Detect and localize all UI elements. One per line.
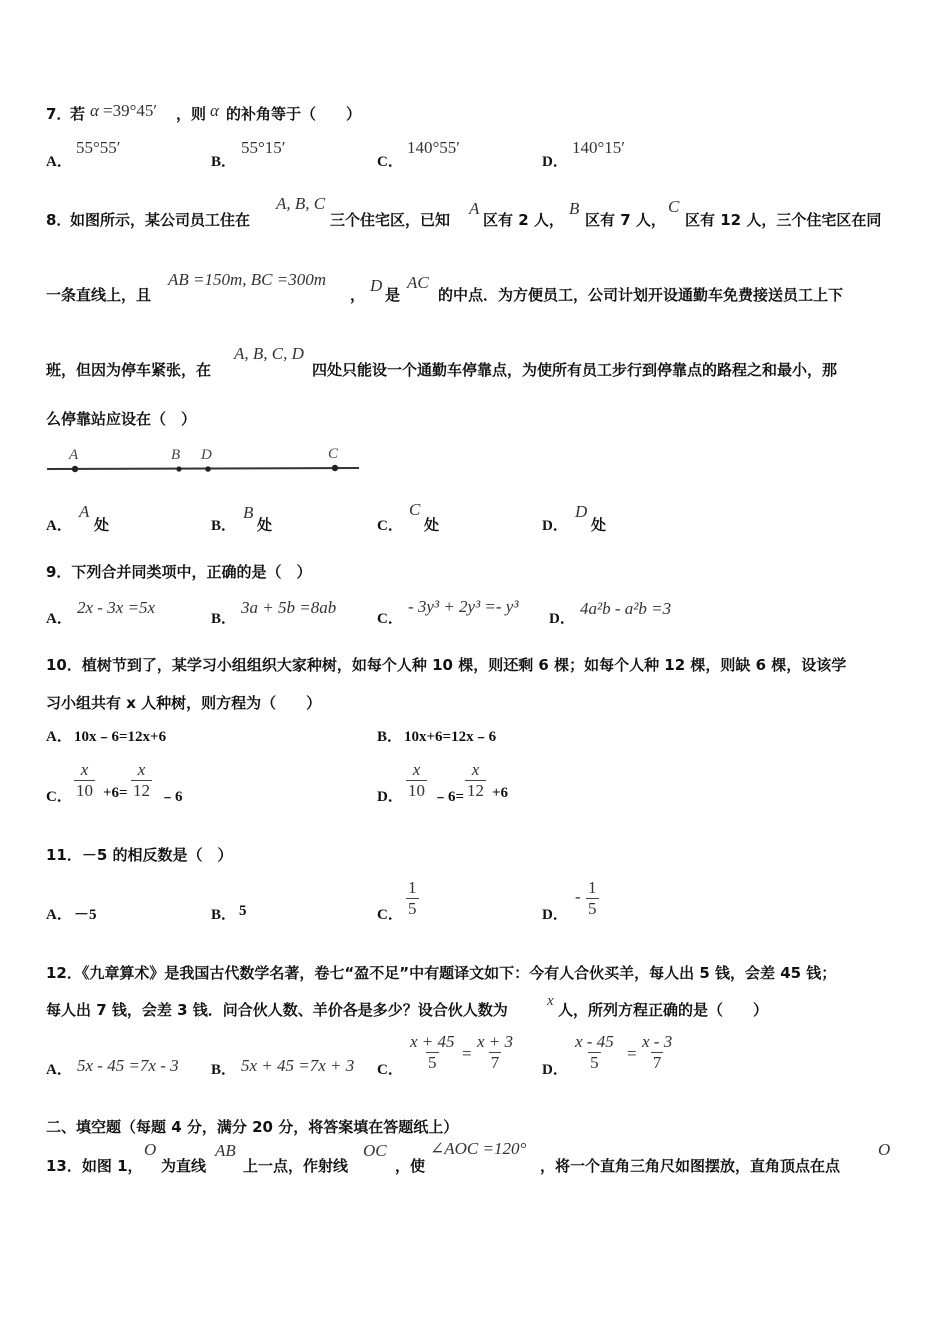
q8-math: A, B, C	[276, 194, 326, 213]
numerator: x + 45	[410, 1032, 455, 1051]
q10-option-c-mid: +6=	[103, 785, 128, 801]
q8-text: ，	[350, 286, 366, 304]
q7-stem-mid: ，则	[176, 105, 207, 123]
q11-option-a-label[interactable]: A．	[46, 907, 72, 923]
q13-math: ∠AOC =120°	[430, 1139, 527, 1158]
q7-option-c-label[interactable]: C．	[377, 154, 403, 170]
q12-option-a-label[interactable]: A．	[46, 1062, 72, 1078]
q8-text: 区有 7 人，	[585, 211, 666, 229]
q11-option-a-value: －5	[74, 907, 97, 923]
q11-option-b-value: 5	[239, 903, 247, 919]
q11-option-d-label[interactable]: D．	[542, 907, 568, 923]
q8-math: AB =150m, BC =300m	[168, 270, 326, 289]
q11-stem: 11．－5 的相反数是（ ）	[46, 846, 233, 864]
q12-stem-line2-pre: 每人出 7 钱，会差 3 钱．问合伙人数、羊价各是多少？设合伙人数为	[46, 1001, 508, 1019]
denominator: 5	[408, 899, 417, 918]
q7-number: 7．	[46, 105, 72, 123]
q7-eq: =39°45′	[103, 101, 158, 120]
q12-option-d-eq: =	[627, 1044, 637, 1063]
q7-option-b-value: 55°15′	[241, 138, 286, 157]
point-label: C	[328, 446, 339, 462]
point-label: A	[69, 447, 79, 463]
numerator: 1	[408, 878, 417, 897]
q10-option-c-tail: ﹣6	[160, 789, 183, 805]
q9-option-d-value: 4a²b - a²b =3	[580, 599, 672, 618]
q8-option-c-label[interactable]: C．	[377, 518, 403, 534]
q9-stem: 9．下列合并同类项中，正确的是（ ）	[46, 563, 312, 581]
q12-stem-line2-post: 人，所列方程正确的是（ ）	[558, 1001, 769, 1019]
numerator: x - 3	[642, 1032, 673, 1051]
q12-option-d-label[interactable]: D．	[542, 1062, 568, 1078]
numerator: x	[412, 760, 421, 779]
q10-option-d-frac2	[465, 760, 486, 801]
q8-math: A, B, C, D	[234, 344, 304, 363]
q13-math: OC	[363, 1141, 387, 1160]
point-label: B	[171, 447, 181, 463]
denominator: 12	[467, 781, 484, 800]
q10-option-b-label[interactable]: B．	[377, 729, 403, 745]
q9-option-c-value: - 3y³ + 2y³ =- y³	[408, 597, 519, 616]
q7-option-d-value: 140°15′	[572, 138, 626, 157]
denominator: 5	[428, 1053, 437, 1072]
q8-math: B	[569, 199, 580, 218]
q8-text: 么停靠站应设在（ ）	[46, 410, 197, 428]
q8-text: 区有 2 人，	[483, 211, 564, 229]
q8-math: A	[469, 199, 480, 218]
q8-text: 的中点．为方便员工，公司计划开设通勤车免费接送员工上下	[438, 286, 844, 304]
q12-option-c-label[interactable]: C．	[377, 1062, 403, 1078]
q13-math: O	[144, 1140, 157, 1159]
q8-option-b-suffix: 处	[257, 516, 273, 534]
q9-option-a-value: 2x - 3x =5x	[77, 598, 156, 617]
q8-option-b-label[interactable]: B．	[211, 518, 237, 534]
q12-option-c-frac2	[475, 1032, 515, 1073]
q10-option-d-label[interactable]: D．	[377, 789, 403, 805]
q7-stem-pre: 若	[70, 105, 86, 123]
q13-text: ，使	[395, 1157, 426, 1175]
q10-option-c-frac1	[74, 760, 95, 801]
q10-option-d-frac1	[406, 760, 427, 801]
q11-option-c-label[interactable]: C．	[377, 907, 403, 923]
q12-option-c-frac1	[408, 1032, 457, 1073]
q8-option-b-var: B	[243, 503, 254, 522]
q8-option-d-suffix: 处	[591, 516, 607, 534]
q8-text: 如图所示，某公司员工住在	[70, 211, 251, 229]
point-label: D	[201, 447, 212, 463]
q8-text: 四处只能设一个通勤车停靠点，为使所有员工步行到停靠点的路程之和最小，那	[312, 361, 838, 379]
q12-option-d-frac1	[573, 1032, 616, 1073]
q8-math: C	[668, 197, 680, 216]
denominator: 12	[133, 781, 150, 800]
q7-option-d-label[interactable]: D．	[542, 154, 568, 170]
numerator: x + 3	[477, 1032, 514, 1051]
q7-option-a-label[interactable]: A．	[46, 154, 72, 170]
q7-alpha-2: α	[210, 101, 219, 120]
q10-option-a-value: 10x﹣6=12x+6	[74, 729, 167, 745]
q13-math: O	[878, 1140, 891, 1159]
q10-option-b-value: 10x+6=12x﹣6	[404, 729, 497, 745]
q8-option-a-var: A	[79, 502, 90, 521]
q11-option-d-sign: -	[575, 887, 581, 906]
q12-option-b-value: 5x + 45 =7x + 3	[241, 1056, 355, 1075]
q9-option-a-label[interactable]: A．	[46, 611, 72, 627]
q10-stem-line2: 习小组共有 x 人种树，则方程为（ ）	[46, 694, 322, 712]
q12-var-x: x	[547, 993, 554, 1009]
q9-option-b-label[interactable]: B．	[211, 611, 237, 627]
q13-text: 上一点，作射线	[243, 1157, 349, 1175]
q8-math: D	[370, 276, 383, 295]
q8-number: 8．	[46, 211, 72, 229]
q13-text: ，将一个直角三角尺如图摆放，直角顶点在点	[540, 1157, 841, 1175]
q13-math: AB	[215, 1141, 236, 1160]
q10-option-a-label[interactable]: A．	[46, 729, 72, 745]
section-2-heading: 二、填空题（每题 4 分，满分 20 分，将答案填在答题纸上）	[46, 1118, 459, 1136]
denominator: 7	[652, 1053, 662, 1072]
numerator: x	[471, 760, 480, 779]
q8-text: 是	[385, 286, 401, 304]
q10-option-c-frac2	[131, 760, 152, 801]
q7-option-b-label[interactable]: B．	[211, 154, 237, 170]
q9-option-d-label[interactable]: D．	[549, 611, 575, 627]
q8-text: 三个住宅区，已知	[330, 211, 451, 229]
denominator: 7	[490, 1053, 500, 1072]
q10-stem-line1: 10．植树节到了，某学习小组组织大家种树，如每个人种 10 棵，则还剩 6 棵；如每个人种 12 棵，则缺 6 棵，设该学	[46, 656, 847, 674]
q11-option-d-fraction	[586, 878, 599, 919]
q10-option-d-tail: +6	[492, 785, 509, 801]
numerator: x - 45	[575, 1032, 614, 1051]
q12-option-b-label[interactable]: B．	[211, 1062, 237, 1078]
q12-option-c-eq: =	[462, 1044, 472, 1063]
q8-option-d-var: D	[575, 502, 588, 521]
q8-option-a-label[interactable]: A．	[46, 518, 72, 534]
numerator: x	[137, 760, 146, 779]
q9-option-c-label[interactable]: C．	[377, 611, 403, 627]
q13-text: 为直线	[161, 1157, 207, 1175]
q12-option-d-frac2	[640, 1032, 674, 1073]
q8-text: 班，但因为停车紧张，在	[46, 361, 212, 379]
q8-option-a-suffix: 处	[94, 516, 110, 534]
numerator: x	[80, 760, 89, 779]
q11-option-c-fraction	[406, 878, 419, 919]
numerator: 1	[588, 878, 597, 897]
denominator: 10	[408, 781, 425, 800]
q8-text: 区有 12 人，三个住宅区在同	[685, 211, 882, 229]
q7-option-c-value: 140°55′	[407, 138, 461, 157]
q12-option-a-value: 5x - 45 =7x - 3	[77, 1056, 179, 1075]
q10-option-d-mid: ﹣6=	[433, 789, 465, 805]
q8-option-c-suffix: 处	[424, 516, 440, 534]
q9-option-b-value: 3a + 5b =8ab	[241, 598, 337, 617]
q8-option-d-label[interactable]: D．	[542, 518, 568, 534]
q7-option-a-value: 55°55′	[76, 138, 121, 157]
q11-option-b-label[interactable]: B．	[211, 907, 237, 923]
denominator: 5	[588, 899, 597, 918]
q8-option-c-var: C	[409, 500, 421, 519]
q7-alpha: α	[90, 101, 99, 120]
q13-text: 13．如图 1，	[46, 1157, 143, 1175]
q7-stem-post: 的补角等于（ ）	[226, 105, 362, 123]
q10-option-c-label[interactable]: C．	[46, 789, 72, 805]
q12-stem-line1: 12．《九章算术》是我国古代数学名著，卷七“盈不足”中有题译文如下：今有人合伙买羊，每人出 5 钱，会差 45 钱；	[46, 964, 837, 982]
q8-number-line-figure	[45, 440, 365, 480]
denominator: 10	[76, 781, 93, 800]
q8-text: 一条直线上，且	[46, 286, 152, 304]
denominator: 5	[590, 1053, 599, 1072]
q8-math: AC	[407, 273, 429, 292]
